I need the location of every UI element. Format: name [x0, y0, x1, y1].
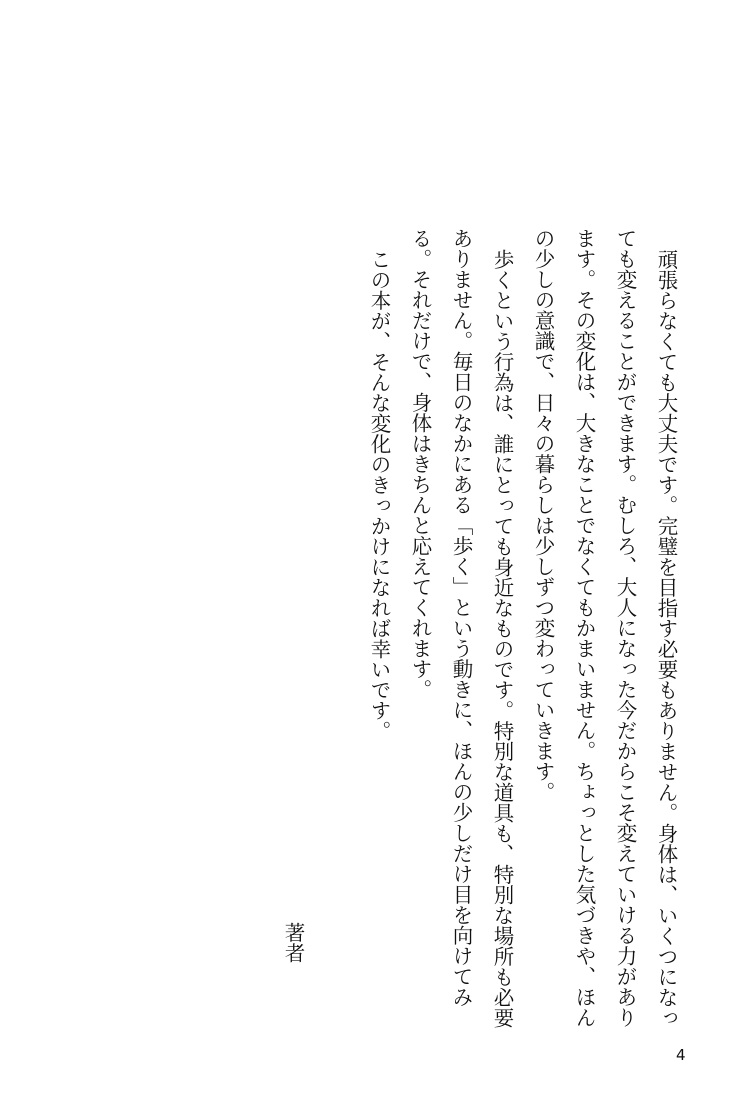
preface-text: [358, 228, 686, 1028]
paragraph-2: 歩くという行為は、誰にとっても身近なものです。特別な道具も、特別な場所も必要ありません。毎日のなかにある「歩く」という動きに、ほんの少しだけ目を向けてみる。それだけで、身体はきちんと応えてくれます。: [408, 228, 514, 1028]
page-number: 4: [676, 1046, 686, 1064]
paragraph-3: この本が、そんな変化のきっかけになれば幸いです。: [367, 248, 391, 741]
paragraph-1: 頑張らなくても大丈夫です。完璧を目指す必要もありません。身体は、いくつになっても変えることができます。むしろ、大人になった今だからこそ変えていける力があります。その変化は、大きなことでなくてもかまいません。ちょっとした気づきや、ほんの少しの意識で、日々の暮らしは少しずつ変わっていきます。: [531, 228, 678, 1028]
author-signature: 著者: [281, 922, 305, 963]
